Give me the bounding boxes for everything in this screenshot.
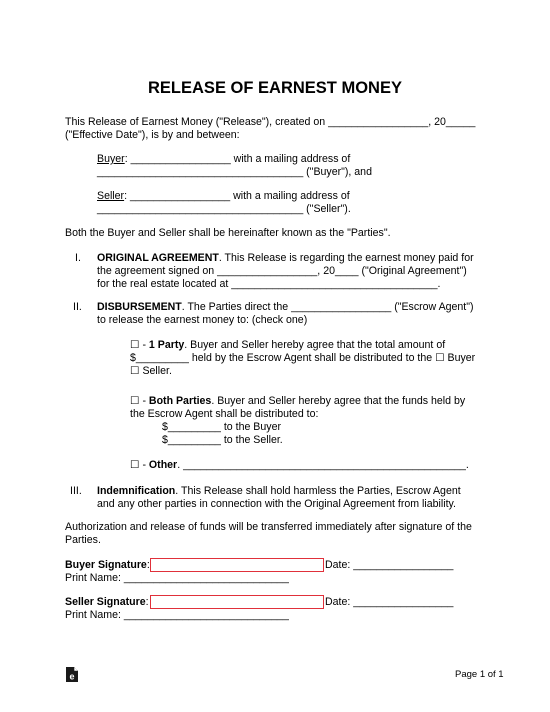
section-3-text: . This Release shall hold harmless the Parties, Escrow Agent bbox=[175, 485, 461, 497]
option-2-line-1[interactable] bbox=[130, 395, 465, 408]
seller-line-2: ___________________________________ ("Seller"). bbox=[97, 203, 351, 215]
section-2-line-2: to release the earnest money to: (check one) bbox=[97, 314, 308, 326]
option-3-line[interactable] bbox=[130, 459, 469, 472]
seller-address-text: : _________________ with a mailing address of bbox=[124, 190, 350, 202]
svg-text:e: e bbox=[69, 671, 75, 682]
option-1-text: . Buyer and Seller hereby agree that the total amount of bbox=[184, 339, 446, 351]
intro-line-2: ("Effective Date"), is by and between: bbox=[65, 129, 240, 141]
option-3-text: . ________________________________________________. bbox=[177, 459, 469, 471]
buyer-address-text: : _________________ with a mailing address of bbox=[124, 153, 351, 165]
option-1-heading: 1 Party bbox=[148, 339, 185, 351]
option-1-checkbox[interactable]: ☐ - bbox=[130, 339, 149, 351]
option-2-line-2: the Escrow Agent shall be distributed to: bbox=[130, 408, 319, 420]
section-2-line-1 bbox=[97, 301, 474, 314]
buyer-signature-label-text: Buyer Signature bbox=[65, 559, 147, 571]
seller-line-1 bbox=[97, 190, 350, 203]
option-1-line-3: ☐ Seller. bbox=[130, 365, 172, 377]
parties-definition: Both the Buyer and Seller shall be hereinafter known as the "Parties". bbox=[65, 227, 391, 239]
buyer-signature-label bbox=[65, 559, 150, 572]
section-1-line-2: the agreement signed on _________________, 20____ ("Original Agreement") bbox=[97, 265, 467, 277]
seller-signature-date: Date: _________________ bbox=[325, 596, 454, 608]
section-2-text: . The Parties direct the _________________ ("Escrow Agent") bbox=[181, 301, 474, 313]
seller-signature-field[interactable] bbox=[150, 595, 324, 609]
section-1-numeral: I. bbox=[75, 252, 81, 264]
seller-signature-label-text: Seller Signature bbox=[65, 596, 146, 608]
section-2-heading: DISBURSEMENT bbox=[97, 301, 182, 313]
option-2-buyer-amount: $_________ to the Buyer bbox=[162, 421, 281, 433]
section-3-line-2: and any other parties in connection with the Original Agreement from liability. bbox=[97, 498, 457, 510]
section-1-heading: ORIGINAL AGREEMENT bbox=[97, 252, 219, 264]
buyer-signature-colon: : bbox=[146, 559, 150, 571]
option-3-checkbox[interactable]: ☐ - bbox=[130, 459, 149, 471]
authorization-line-1: Authorization and release of funds will be transferred immediately after signature of the bbox=[65, 521, 472, 533]
seller-label: Seller bbox=[97, 190, 125, 202]
buyer-label: Buyer bbox=[97, 153, 125, 165]
section-3-heading: Indemnification bbox=[97, 485, 176, 497]
eforms-logo-icon bbox=[65, 666, 79, 683]
intro-line-1: This Release of Earnest Money ("Release"), created on _________________, 20_____ bbox=[65, 116, 476, 128]
option-2-seller-amount: $_________ to the Seller. bbox=[162, 434, 283, 446]
option-2-checkbox[interactable]: ☐ - bbox=[130, 395, 149, 407]
option-1-line-1[interactable] bbox=[130, 339, 445, 352]
section-1-text: . This Release is regarding the earnest money paid for bbox=[218, 252, 474, 264]
option-2-text: . Buyer and Seller hereby agree that the funds held by bbox=[211, 395, 466, 407]
section-3-numeral: III. bbox=[70, 485, 82, 497]
seller-signature-colon: : bbox=[145, 596, 149, 608]
section-1-line-1 bbox=[97, 252, 474, 265]
section-1-line-3: for the real estate located at ___________________________________. bbox=[97, 278, 441, 290]
authorization-line-2: Parties. bbox=[65, 534, 101, 546]
document-title: RELEASE OF EARNEST MONEY bbox=[148, 79, 402, 97]
option-3-heading: Other bbox=[148, 459, 178, 471]
option-2-heading: Both Parties bbox=[148, 395, 212, 407]
option-1-line-2: $_________ held by the Escrow Agent shall be distributed to the ☐ Buyer bbox=[130, 352, 476, 364]
seller-print-name: Print Name: ____________________________ bbox=[65, 609, 289, 621]
section-3-line-1 bbox=[97, 485, 461, 498]
buyer-signature-field[interactable] bbox=[150, 558, 324, 572]
seller-signature-label bbox=[65, 596, 149, 609]
buyer-line-2: ___________________________________ ("Buyer"), and bbox=[97, 166, 372, 178]
page-number: Page 1 of 1 bbox=[455, 669, 504, 680]
section-2-numeral: II. bbox=[73, 301, 82, 313]
buyer-signature-date: Date: _________________ bbox=[325, 559, 454, 571]
buyer-print-name: Print Name: ____________________________ bbox=[65, 572, 289, 584]
buyer-line-1 bbox=[97, 153, 350, 166]
